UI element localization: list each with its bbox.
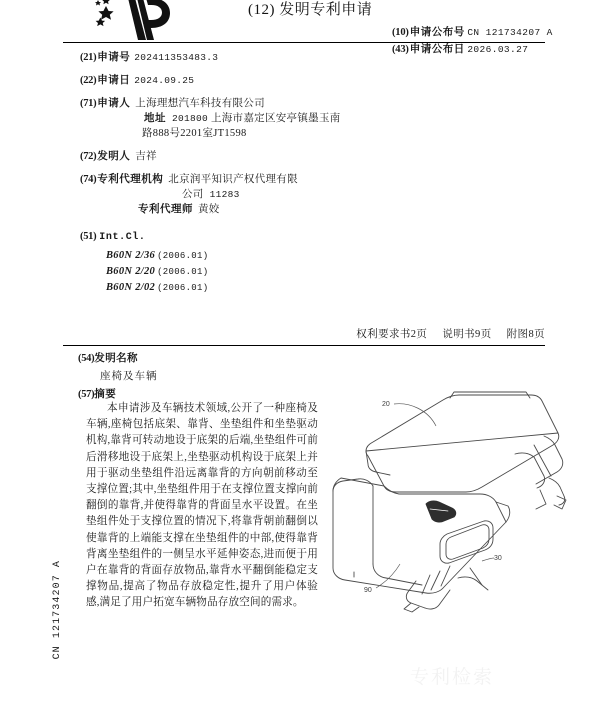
- abstract-divider: [63, 345, 545, 346]
- field-application-number: [80, 50, 400, 65]
- abstract-label: 摘要: [94, 389, 117, 400]
- agency-name-line-2: [142, 187, 400, 202]
- application-date-label: 申请日: [97, 75, 131, 86]
- agency-code-number: 11283: [209, 189, 240, 200]
- page-watermark: 专利检索: [410, 667, 495, 688]
- invention-title-label: 发明名称: [94, 353, 138, 364]
- side-publication-code: CN 121734207 A: [52, 560, 63, 660]
- page-title: 座椅及车辆: [100, 371, 158, 382]
- document-kind-code: (12): [248, 2, 275, 18]
- publication-number-line: [392, 24, 553, 41]
- ipc-entry: [106, 248, 400, 264]
- field-application-date: [80, 73, 400, 88]
- publication-date-code: (43): [392, 44, 409, 55]
- address-label: 地址: [144, 113, 166, 124]
- ipc-code: (51): [80, 231, 97, 242]
- agent-line: [114, 202, 400, 217]
- applicant-code: (71): [80, 98, 97, 109]
- description-page-count: 说明书9页: [442, 329, 492, 340]
- inventor-label: 发明人: [97, 151, 131, 162]
- document-kind-label: 发明专利申请: [279, 2, 373, 18]
- invention-title-section: [78, 351, 328, 385]
- ipc-list: [106, 248, 400, 296]
- applicant-address-line-2: [142, 126, 400, 141]
- ipc-version: (2006.01): [157, 267, 209, 277]
- document-header: [0, 0, 608, 55]
- claims-page-count: 权利要求书2页: [356, 329, 428, 340]
- header-divider: [63, 42, 545, 43]
- field-applicant: [80, 96, 400, 141]
- drawings-page-count: 附图8页: [506, 329, 545, 340]
- publication-date-value: 2026.03.27: [467, 44, 529, 55]
- inventor-code: (72): [80, 151, 97, 162]
- ipc-label: Int.Cl.: [99, 232, 146, 243]
- address-text-2: 路888号2201室JT1598: [142, 128, 247, 139]
- publication-date-line: [392, 41, 553, 58]
- agency-name-2: 公司: [182, 189, 204, 200]
- ipc-symbol: B60N 2/20: [106, 266, 156, 277]
- publication-block: [392, 24, 553, 58]
- ipc-entry: [106, 280, 400, 296]
- agency-code: (74): [80, 174, 97, 185]
- publication-number-label: 申请公布号: [409, 27, 465, 38]
- ipc-version: (2006.01): [157, 283, 209, 293]
- ipc-entry: [106, 264, 400, 280]
- abstract-heading: [78, 386, 116, 401]
- application-date-code: (22): [80, 75, 97, 86]
- invention-title-code: (54): [78, 353, 95, 364]
- page-counts: [344, 326, 545, 341]
- publication-number-code: (10): [392, 27, 409, 38]
- applicant-address-line-1: [114, 111, 400, 126]
- agency-label: 专利代理机构: [97, 174, 164, 185]
- field-ipc: [80, 229, 400, 296]
- field-inventor: [80, 149, 400, 164]
- application-number-value: 202411353483.3: [134, 52, 219, 63]
- abstract-text: 本申请涉及车辆技术领域,公开了一种座椅及车辆,座椅包括底架、靠背、坐垫组件和坐垫驱动机构,靠背可转动地设于底架的后端,坐垫组件可前后滑移地设于底架上,坐垫驱动机构设于底架上并用于驱动坐垫组件沿远离靠背的方向朝前移动至支撑位置;其中,坐垫组件用于在支撑位置支撑向前翻倒的靠背,并使得靠背的背面呈水平设置。在坐垫组件处于支撑位置的情况下,将靠背朝前翻倒以使靠背的上端能支撑在坐垫组件的中部,使得靠背背离坐垫组件的一侧呈水平延伸姿态,进而便于用户在靠背的背面存放物品,靠背水平翻倒能稳定支撑物品,提高了物品存放稳定性,提升了用户体验感,满足了用户拓宽车辆物品存放空间的需求。: [86, 403, 318, 609]
- ipc-symbol: B60N 2/02: [106, 282, 156, 293]
- figure-numeral-30: 30: [494, 555, 502, 562]
- agent-name: 黄姣: [198, 204, 220, 215]
- applicant-label: 申请人: [97, 98, 131, 109]
- bibliographic-data: [80, 50, 400, 304]
- cnipa-logo-icon: [88, 0, 180, 44]
- document-kind-line: [248, 0, 372, 19]
- figure-numeral-90: 90: [364, 587, 372, 594]
- agency-name-1: 北京润平知识产权代理有限: [168, 174, 298, 185]
- abstract-code: (57): [78, 389, 95, 400]
- ipc-version: (2006.01): [157, 251, 209, 261]
- application-number-label: 申请号: [97, 52, 131, 63]
- application-number-code: (21): [80, 52, 97, 63]
- field-agency: [80, 172, 400, 217]
- application-date-value: 2024.09.25: [134, 75, 195, 86]
- abstract-figure: [330, 378, 608, 613]
- inventor-name: 吉祥: [135, 151, 157, 162]
- applicant-name: 上海理想汽车科技有限公司: [135, 98, 265, 109]
- agent-label: 专利代理师: [138, 204, 193, 215]
- ipc-symbol: B60N 2/36: [106, 250, 156, 261]
- publication-date-label: 申请公布日: [409, 44, 465, 55]
- publication-number-value: CN 121734207 A: [467, 27, 553, 38]
- figure-numeral-20: 20: [382, 401, 390, 408]
- address-text-1: 上海市嘉定区安亭镇墨玉南: [210, 113, 341, 124]
- address-postcode: 201800: [172, 113, 209, 124]
